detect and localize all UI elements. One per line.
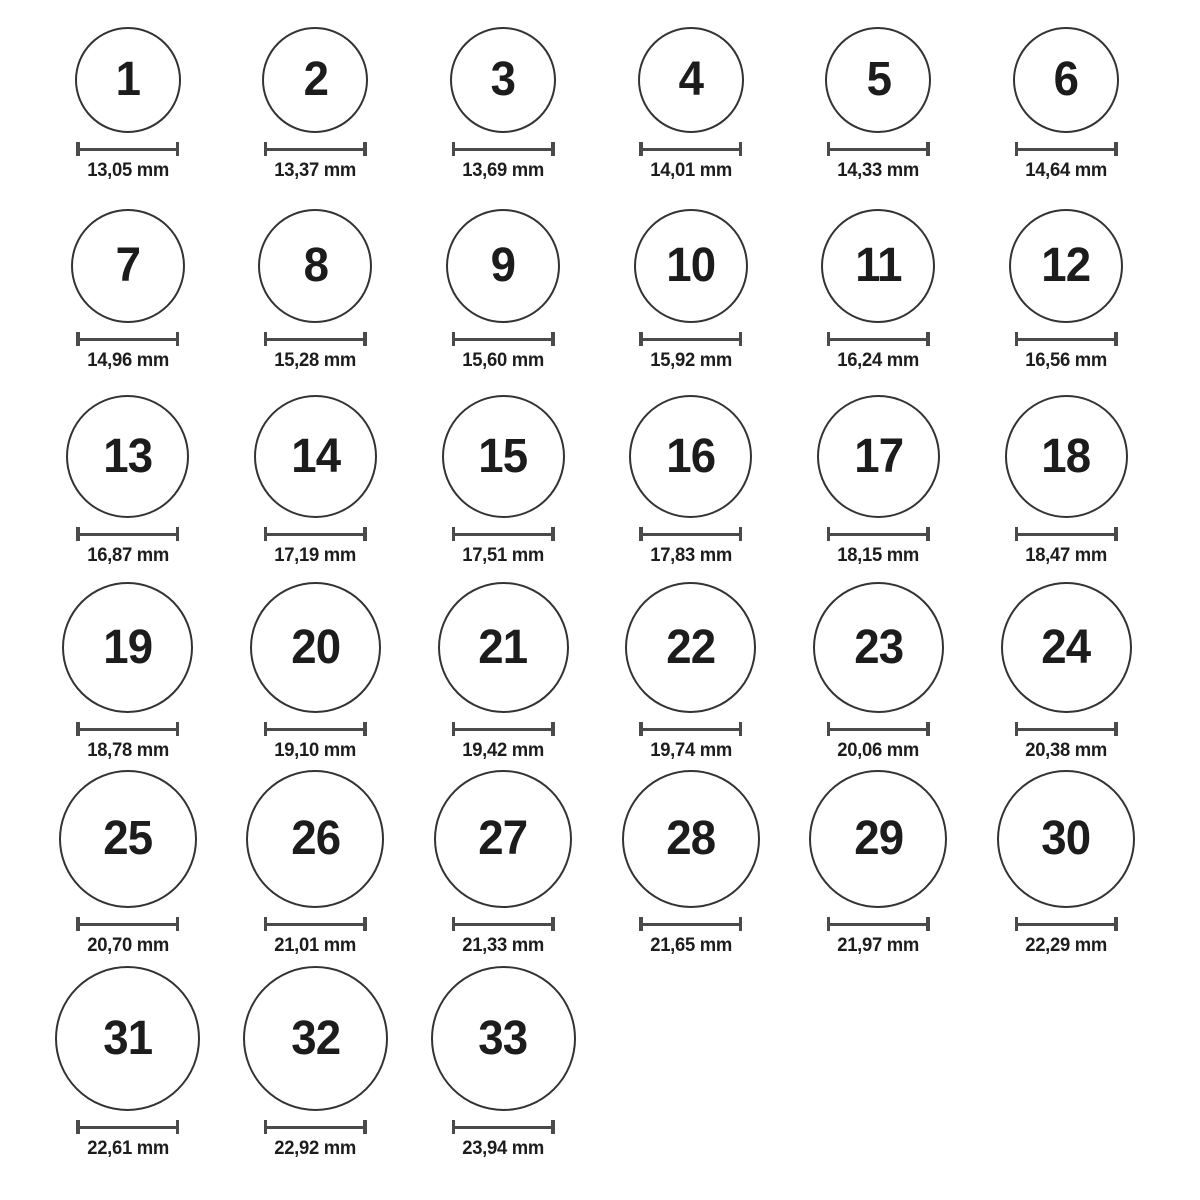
diameter-measure-line (452, 332, 555, 346)
ring-size-number: 10 (666, 239, 716, 292)
measure-bar (640, 338, 741, 341)
diameter-label: 18,47 mm (1025, 545, 1107, 566)
diameter-measure-line (1015, 917, 1118, 931)
ring-size-number: 13 (103, 429, 153, 483)
diameter-measure-line (264, 917, 367, 931)
diameter-measure-line (452, 1120, 555, 1134)
ring-size-cell (34, 380, 222, 575)
measure-bar (453, 338, 554, 341)
diameter-label: 22,92 mm (274, 1138, 357, 1159)
ring-size-cell (222, 380, 410, 575)
ring-circle (821, 209, 935, 323)
measure-bar (453, 923, 554, 926)
ring-size-cell (972, 190, 1160, 380)
diameter-measure-line (452, 527, 555, 541)
measure-bar (265, 533, 366, 536)
ring-size-cell (409, 380, 597, 575)
measure-bar (265, 923, 366, 926)
ring-circle (438, 582, 569, 713)
ring-size-cell (222, 190, 410, 380)
diameter-measure-line (264, 142, 367, 156)
diameter-label: 13,37 mm (274, 160, 357, 181)
ring-size-cell (34, 575, 222, 770)
diameter-label: 13,69 mm (462, 160, 544, 181)
diameter-label: 19,42 mm (462, 740, 544, 761)
diameter-label: 21,01 mm (274, 935, 357, 956)
ring-size-number: 26 (291, 812, 340, 865)
diameter-measure-line (76, 722, 179, 736)
ring-row-6 (0, 965, 1200, 1200)
ring-circle (817, 395, 940, 518)
ring-size-number: 33 (478, 1011, 528, 1065)
ring-circle (66, 395, 189, 518)
ring-size-cell (34, 190, 222, 380)
diameter-label: 14,01 mm (649, 160, 732, 181)
diameter-measure-line (264, 722, 367, 736)
diameter-label: 17,19 mm (274, 545, 357, 566)
diameter-label: 21,97 mm (837, 935, 920, 956)
ring-size-number: 27 (478, 812, 528, 865)
measure-bar (1016, 728, 1117, 731)
ring-size-number: 9 (490, 239, 516, 292)
diameter-label: 20,38 mm (1025, 740, 1107, 761)
ring-size-number: 2 (303, 53, 328, 106)
ring-size-number: 16 (666, 429, 716, 483)
measure-bar (640, 148, 741, 151)
diameter-label: 14,64 mm (1025, 160, 1107, 181)
ring-size-cell (34, 0, 222, 190)
measure-bar (828, 728, 929, 731)
ring-size-cell (597, 770, 785, 965)
ring-size-cell (972, 380, 1160, 575)
diameter-label: 19,74 mm (649, 740, 732, 761)
diameter-measure-line (76, 527, 179, 541)
diameter-label: 15,92 mm (649, 350, 732, 371)
ring-size-number: 1 (115, 53, 141, 106)
ring-size-number: 29 (854, 812, 903, 865)
ring-circle (813, 582, 944, 713)
diameter-measure-line (639, 917, 742, 931)
ring-size-cell (34, 770, 222, 965)
ring-size-cell (597, 0, 785, 190)
ring-size-number: 30 (1041, 812, 1091, 865)
diameter-measure-line (639, 332, 742, 346)
ring-size-cell (785, 0, 973, 190)
diameter-label: 13,05 mm (86, 160, 169, 181)
ring-size-number: 17 (854, 429, 903, 483)
diameter-label: 18,15 mm (837, 545, 920, 566)
ring-circle (450, 27, 556, 133)
diameter-measure-line (827, 917, 930, 931)
measure-bar (77, 533, 178, 536)
measure-bar (77, 148, 178, 151)
ring-size-cell (409, 575, 597, 770)
measure-bar (453, 728, 554, 731)
measure-bar (828, 923, 929, 926)
ring-size-cell (34, 965, 222, 1200)
measure-bar (640, 923, 741, 926)
diameter-measure-line (639, 722, 742, 736)
diameter-measure-line (1015, 722, 1118, 736)
diameter-measure-line (264, 332, 367, 346)
ring-size-cell (222, 965, 410, 1200)
diameter-measure-line (1015, 527, 1118, 541)
diameter-label: 22,29 mm (1025, 935, 1107, 956)
measure-bar (453, 148, 554, 151)
ring-size-cell (972, 770, 1160, 965)
ring-size-number: 4 (678, 53, 703, 106)
ring-circle (629, 395, 752, 518)
diameter-measure-line (827, 332, 930, 346)
ring-size-number: 8 (303, 239, 328, 292)
measure-bar (828, 533, 929, 536)
diameter-measure-line (827, 722, 930, 736)
ring-size-cell (222, 770, 410, 965)
diameter-label: 22,61 mm (86, 1138, 169, 1159)
diameter-measure-line (452, 142, 555, 156)
diameter-label: 15,28 mm (274, 350, 357, 371)
diameter-label: 23,94 mm (462, 1138, 544, 1159)
ring-circle (262, 27, 368, 133)
ring-circle (1005, 395, 1128, 518)
ring-size-cell (785, 575, 973, 770)
measure-bar (77, 1126, 178, 1129)
measure-bar (828, 148, 929, 151)
diameter-measure-line (639, 142, 742, 156)
diameter-measure-line (827, 527, 930, 541)
ring-size-cell (785, 190, 973, 380)
measure-bar (1016, 148, 1117, 151)
ring-circle (254, 395, 377, 518)
diameter-label: 21,33 mm (462, 935, 544, 956)
diameter-measure-line (264, 1120, 367, 1134)
diameter-measure-line (452, 722, 555, 736)
ring-circle (431, 966, 576, 1111)
measure-bar (1016, 338, 1117, 341)
diameter-measure-line (264, 527, 367, 541)
ring-circle (75, 27, 181, 133)
ring-size-cell (785, 380, 973, 575)
ring-circle (62, 582, 193, 713)
ring-circle (625, 582, 756, 713)
diameter-measure-line (76, 917, 179, 931)
measure-bar (453, 1126, 554, 1129)
ring-size-number: 32 (291, 1011, 340, 1065)
measure-bar (77, 923, 178, 926)
ring-size-cell (409, 965, 597, 1200)
ring-size-number: 7 (115, 239, 141, 292)
diameter-label: 17,83 mm (649, 545, 732, 566)
ring-circle (1009, 209, 1123, 323)
ring-size-number: 25 (103, 812, 153, 865)
diameter-label: 19,10 mm (274, 740, 357, 761)
diameter-label: 18,78 mm (86, 740, 169, 761)
ring-circle (638, 27, 744, 133)
ring-size-number: 11 (855, 239, 902, 292)
diameter-label: 20,70 mm (86, 935, 169, 956)
diameter-label: 16,56 mm (1025, 350, 1107, 371)
ring-size-number: 3 (490, 53, 516, 106)
ring-circle (446, 209, 560, 323)
diameter-measure-line (639, 527, 742, 541)
ring-size-cell (972, 575, 1160, 770)
measure-bar (1016, 533, 1117, 536)
ring-row-4 (0, 575, 1200, 770)
ring-circle (55, 966, 200, 1111)
diameter-label: 14,96 mm (86, 350, 169, 371)
diameter-label: 21,65 mm (649, 935, 732, 956)
ring-circle (434, 770, 572, 908)
ring-size-cell (222, 0, 410, 190)
diameter-measure-line (76, 1120, 179, 1134)
diameter-label: 14,33 mm (837, 160, 920, 181)
measure-bar (265, 338, 366, 341)
ring-circle (243, 966, 388, 1111)
ring-row-5 (0, 770, 1200, 965)
ring-circle (809, 770, 947, 908)
ring-circle (1013, 27, 1119, 133)
ring-circle (634, 209, 748, 323)
ring-circle (246, 770, 384, 908)
measure-bar (640, 533, 741, 536)
ring-circle (258, 209, 372, 323)
ring-circle (1001, 582, 1132, 713)
diameter-measure-line (76, 142, 179, 156)
ring-size-number: 6 (1053, 53, 1079, 106)
diameter-label: 17,51 mm (462, 545, 544, 566)
ring-size-cell (597, 380, 785, 575)
measure-bar (1016, 923, 1117, 926)
ring-size-number: 20 (291, 620, 340, 674)
ring-circle (71, 209, 185, 323)
ring-size-cell (409, 0, 597, 190)
ring-size-number: 14 (291, 429, 340, 483)
ring-size-cell (222, 575, 410, 770)
ring-size-number: 31 (103, 1011, 153, 1065)
measure-bar (77, 338, 178, 341)
ring-size-cell (785, 770, 973, 965)
measure-bar (640, 728, 741, 731)
ring-size-number: 21 (478, 620, 528, 674)
ring-size-cell (409, 190, 597, 380)
ring-size-number: 22 (666, 620, 716, 674)
diameter-measure-line (1015, 332, 1118, 346)
measure-bar (77, 728, 178, 731)
measure-bar (453, 533, 554, 536)
ring-size-cell (409, 770, 597, 965)
diameter-measure-line (1015, 142, 1118, 156)
ring-size-number: 19 (103, 620, 153, 674)
ring-size-number: 15 (478, 429, 528, 483)
measure-bar (265, 1126, 366, 1129)
ring-circle (59, 770, 197, 908)
ring-size-number: 28 (666, 812, 716, 865)
measure-bar (828, 338, 929, 341)
ring-size-cell (597, 190, 785, 380)
ring-size-cell (972, 0, 1160, 190)
diameter-label: 15,60 mm (462, 350, 544, 371)
diameter-label: 16,87 mm (86, 545, 169, 566)
ring-size-number: 24 (1041, 620, 1091, 674)
ring-row-3 (0, 380, 1200, 575)
ring-circle (442, 395, 565, 518)
ring-size-number: 18 (1041, 429, 1091, 483)
measure-bar (265, 728, 366, 731)
diameter-measure-line (827, 142, 930, 156)
ring-size-number: 23 (854, 620, 903, 674)
diameter-label: 16,24 mm (837, 350, 920, 371)
ring-row-1 (0, 0, 1200, 190)
diameter-measure-line (452, 917, 555, 931)
ring-circle (825, 27, 931, 133)
diameter-measure-line (76, 332, 179, 346)
ring-circle (622, 770, 760, 908)
ring-size-number: 5 (866, 53, 891, 106)
diameter-label: 20,06 mm (837, 740, 920, 761)
ring-circle (250, 582, 381, 713)
ring-row-2 (0, 190, 1200, 380)
ring-size-cell (597, 575, 785, 770)
measure-bar (265, 148, 366, 151)
ring-circle (997, 770, 1135, 908)
ring-size-number: 12 (1041, 239, 1091, 292)
